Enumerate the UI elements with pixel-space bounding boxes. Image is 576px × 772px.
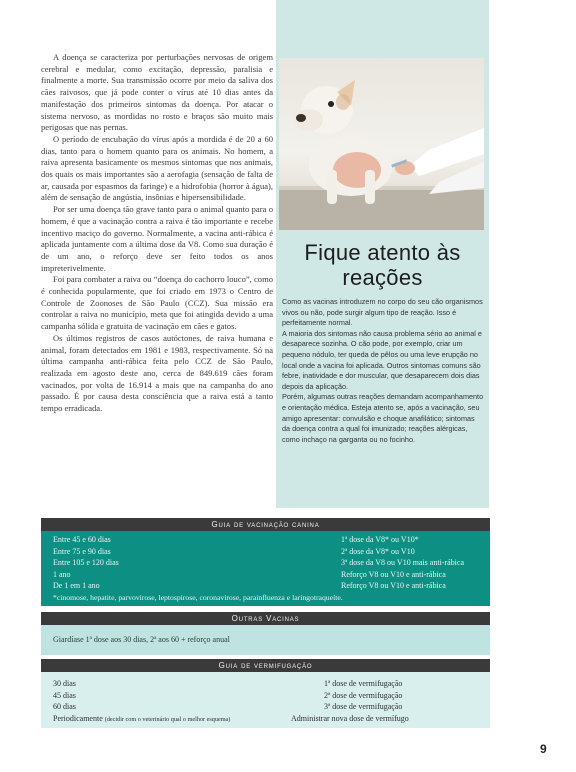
deworming-guide-title: Guia de vermifugação	[41, 659, 490, 672]
table-row	[41, 713, 490, 725]
age-cell: Entre 75 e 90 dias	[53, 546, 111, 556]
other-vaccines-title: Outras Vacinas	[41, 612, 490, 625]
article-paragraph: Os últimos registros de casos autóctones, de raiva humana e animal, foram detectados em 1981 e 1983, respectivamente. Só na última campanha anti-rábica feita pelo CCZ de São Paulo, realizada em agosto deste ano, cerca de 849.619 cães foram vacinados, por volta de 16.914 a mais que na campanha do ano passado. É por causa desta consciência que a raiva está a tanto tempo erradicada.	[41, 332, 273, 414]
age-cell: Entre 45 e 60 dias	[53, 535, 111, 544]
vaccination-guide-title: Guia de vacinação canina	[41, 518, 490, 531]
dose-cell: 3ª dose de vermifugação	[324, 702, 403, 711]
other-vaccines-text: Giardíase 1ª dose aos 30 dias, 2ª aos 60 + reforço anual	[53, 635, 230, 644]
age-cell: De 1 em 1 ano	[53, 581, 100, 590]
sidebar-title-line: reações	[342, 265, 423, 290]
sidebar-text	[282, 297, 484, 445]
dose-cell: Reforço V8 ou V10 e anti-rábica	[341, 581, 446, 590]
sidebar-paragraph: Como as vacinas introduzem no corpo do seu cão organismos vivos ou não, pode surgir algum tipo de reação. Isso é perfeitamente normal.	[282, 297, 483, 328]
dose-cell: 1ª dose de vermifugação	[324, 679, 403, 688]
vaccination-footnote: *cinomose, hepatite, parvovirose, leptospirose, coronavirose, parainfluenza e laringotraqueíte.	[53, 592, 343, 602]
table-row	[41, 557, 490, 569]
deworming-guide	[41, 659, 490, 728]
age-cell: Entre 105 e 120 dias	[53, 558, 119, 567]
dose-cell: 2ª dose da V8* ou V10	[341, 546, 415, 556]
dose-cell: Reforço V8 ou V10 e anti-rábica	[341, 569, 446, 579]
article-paragraph: Foi para combater a raiva ou “doença do cachorro louco”, como é conhecida popularmente, que foi criado em 1973 o Centro de Controle de Zoonoses de São Paulo (CCZ). Sua missão era controlar a raiva no município, meta que foi atingida devido a uma campanha sólida e gratuita de vacinação em cães e gatos.	[41, 274, 273, 332]
dose-cell: 1ª dose da V8* ou V10*	[341, 535, 419, 544]
periodic-note: (decidir com o veterinário qual o melhor esquema)	[104, 715, 231, 723]
article-paragraph: A doença se caracteriza por perturbações nervosas de origem cerebral e medular, como excitação, depressão, paralisia e finalmente a morte. Sua transmissão ocorre por meio da saliva dos cães raivosos, que já pode conter o vírus até 10 dias antes da manifestação dos primeiros sintomas da doença. Por atacar o sistema nervoso, as mordidas no rosto e braços são muito mais perigosas que nas pernas.	[41, 52, 273, 133]
age-cell: 45 dias	[53, 690, 76, 700]
article-paragraph: Por ser uma doença tão grave tanto para o animal quanto para o homem, é que a vacinação contra a raiva é tão importante e recebe incentivo maciço do governo. Normalmente, a vacina anti-rábica é aplicada juntamente com a última dose da V8. Como sua duração é de um ano, o reforço deve ser feito todos os anos impreterivelmente.	[41, 204, 273, 273]
periodic-label: Periodicamente	[53, 713, 103, 723]
table-row	[41, 546, 490, 558]
dose-cell: Administrar nova dose de vermífugo	[291, 713, 409, 723]
deworming-guide-body	[41, 672, 490, 728]
table-row	[41, 678, 490, 690]
table-row	[41, 690, 490, 702]
table-row	[41, 580, 490, 592]
age-cell	[53, 713, 230, 726]
dose-cell: 3ª dose da V8 ou V10 mais anti-rábica	[341, 558, 464, 567]
age-cell: 1 ano	[53, 569, 71, 579]
sidebar-paragraph: Porém, algumas outras reações demandam acompanhamento e orientação médica. Esteja atento se, após a vacinação, seu amigo apresentar: convulsão e choque anafilático; sintomas da doença contra a qual foi imunizado; reações alérgicas, como inchaço na garganta ou no focinho.	[282, 392, 484, 444]
article-paragraph: O período de encubação do vírus após a mordida é de 20 a 60 dias, tanto para o homem quanto para os animais. No homem, a raiva apresenta basicamente os mesmos sintomas que nos animais, dos quais os mais importantes são a aerofagia (sensação de falta de ar, causada por espasmos da faringe) e a hidrofobia (horror à água), além de sensação de angústia, insônias e hipersensibilidade.	[41, 133, 273, 203]
other-vaccines-body	[41, 625, 490, 655]
dog-illustration	[279, 58, 484, 230]
vaccination-guide-body	[41, 531, 490, 606]
article-body	[41, 52, 273, 415]
sidebar-paragraph: A maioria dos sintomas não causa problema sério ao animal e desaparece sozinha. O cão pode, por exemplo, criar um pequeno nódulo, ter queda de pêlos ou uma leve erupção no local onde a vacina foi aplicada. Outros sintomas comuns são febre, inatividade e dor muscular, que desaparecem dois dias depois da aplicação.	[282, 328, 482, 391]
dose-cell: 2ª dose de vermifugação	[324, 690, 403, 700]
vaccination-guide	[41, 518, 490, 606]
table-row	[41, 701, 490, 713]
sidebar-title-line: Fique atento às	[304, 240, 461, 265]
age-cell: 30 dias	[53, 679, 76, 688]
other-vaccines	[41, 612, 490, 655]
page-number: 9	[540, 742, 547, 756]
table-row	[41, 534, 490, 546]
sidebar-title	[277, 240, 488, 290]
age-cell: 60 dias	[53, 702, 76, 711]
table-row	[41, 569, 490, 581]
dog-vaccination-photo	[279, 58, 484, 230]
